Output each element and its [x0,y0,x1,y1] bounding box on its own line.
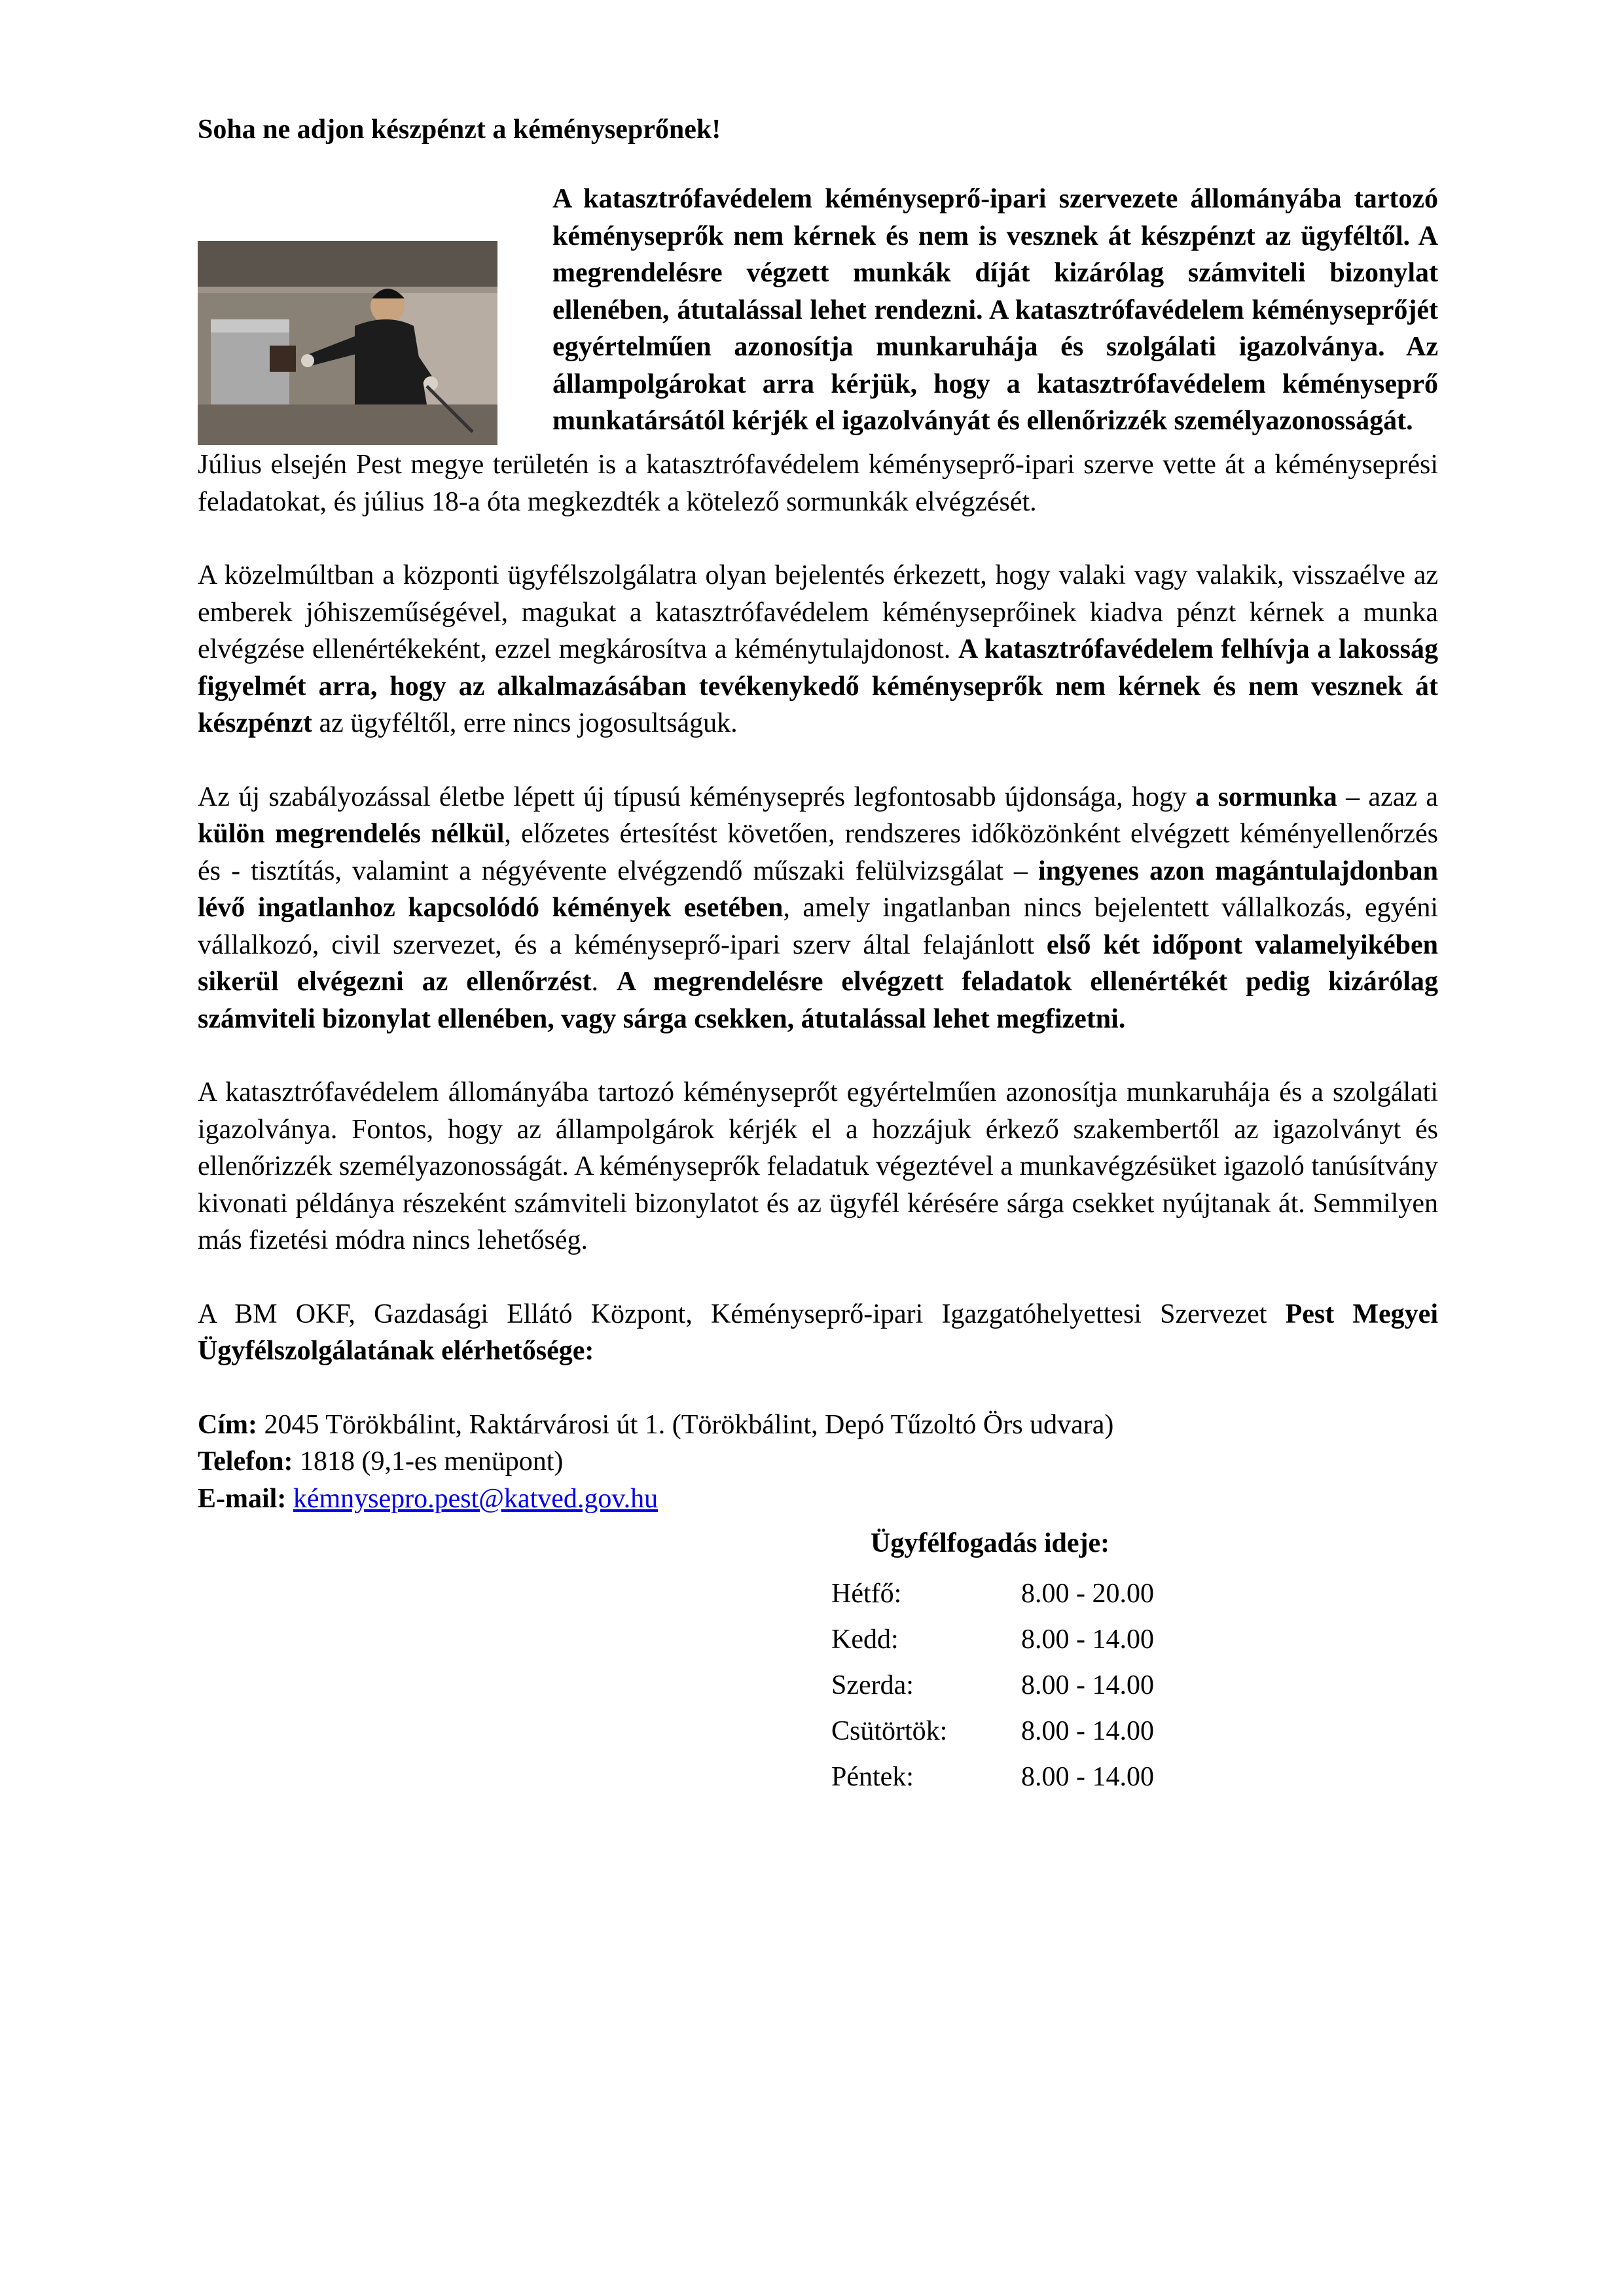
regulation-text-4: , amely ingatlanban nincs bejelentett vállalkozás, egyéni vállalkozó, civil szervezet, és a kéményseprő-ipari szerv által felajánlott [198,893,1438,960]
regulation-bold-3: ingyenes azon magántulajdonban lévő ingatlanhoz kapcsolódó kémények esetében [198,855,1438,923]
hours-row [831,1754,1438,1800]
hours-day: Szerda: [831,1670,914,1700]
contact-intro-bold: Pest Megyei Ügyfélszolgálatának elérhetősége: [198,1299,1438,1366]
email-label: E-mail: [198,1483,287,1514]
paragraph-takeover: Július elsején Pest megye területén is a katasztrófavédelem kéményseprő-ipari szerve vette át a kéményseprési feladatokat, és július 18-a óta megkezdték a kötelező sormunkák elvégzését. [198,450,1438,517]
email-line [198,1480,1438,1518]
phone-value: 1818 (9,1-es menüpont) [293,1446,564,1477]
paragraph-regulation [198,779,1438,1038]
paragraph-warning [198,557,1438,742]
warning-text: A közelmúltban a központi ügyfélszolgálatra olyan bejelentés érkezett, hogy valaki vagy valakik, visszaélve az emberek jóhiszeműségével, magukat a katasztrófavédelem kéményseprőinek kiadva pénzt kérnek a munka elvégzése ellenértékeként, ezzel megkárosítva a kéménytulajdonost. [198,560,1438,664]
hours-time: 8.00 - 14.00 [1021,1762,1154,1792]
hours-time: 8.00 - 20.00 [1021,1579,1154,1609]
email-link[interactable]: kémnysepro.pest@katved.gov.hu [293,1483,659,1514]
hours-row [831,1662,1438,1708]
hours-time: 8.00 - 14.00 [1021,1716,1154,1746]
hours-day: Péntek: [831,1762,914,1792]
chimney-sweep-photo [198,241,497,445]
address-label: Cím: [198,1409,257,1440]
hours-row [831,1617,1438,1662]
regulation-text-1: Az új szabályozással életbe lépett új típusú kéményseprés legfontosabb újdonsága, hogy [198,781,1196,812]
hours-day: Hétfő: [831,1579,902,1609]
hours-day: Csütörtök: [831,1716,948,1746]
contact-intro-text: A BM OKF, Gazdasági Ellátó Központ, Kéményseprő-ipari Igazgatóhelyettesi Szervezet [198,1299,1286,1329]
address-value: 2045 Törökbálint, Raktárvárosi út 1. (Törökbálint, Depó Tűzoltó Örs udvara) [257,1409,1114,1440]
regulation-text-2: – azaz a [1337,781,1438,812]
opening-hours [831,1525,1438,1800]
address-line [198,1407,1438,1444]
intro-section [198,181,1438,445]
hours-time: 8.00 - 14.00 [1021,1624,1154,1655]
regulation-bold-5: A megrendelésre elvégzett feladatok ellenértékét pedig kizárólag számviteli bizonylat ellenében, vagy sárga csekken, átutalással lehet megfizetni. [198,967,1439,1034]
document-page [198,111,1438,1800]
warning-bold-text: A katasztrófavédelem felhívja a lakosság figyelmét arra, hogy az alkalmazásában tevékenykedő kéményseprők nem kérnek és nem vesznek át készpénzt [198,634,1438,738]
page-title: Soha ne adjon készpénzt a kéményseprőnek! [198,115,721,145]
intro-paragraph: A katasztrófavédelem kéményseprő-ipari szervezete állományába tartozó kéményseprők nem kérnek és nem is vesznek át készpénzt az ügyféltől. A megrendelésre végzett munkák díját kizárólag számviteli bizonylat ellenében, átutalással lehet rendezni. A katasztrófavédelem kéményseprőjét egyértelműen azonosítja munkaruhája és szolgálati igazolványa. Az állampolgárokat arra kérjük, hogy a katasztrófavédelem kéményseprő munkatársától kérjék el igazolványát és ellenőrizzék személyazonosságát. [552,184,1438,436]
contact-block [198,1407,1438,1518]
warning-tail-text: az ügyféltől, erre nincs jogosultságuk. [312,708,738,738]
regulation-text-3: , előzetes értesítést követően, rendszeres időközönként elvégzett kéményellenőrzés és - tisztítás, valamint a négyévente elvégzendő műszaki felülvizsgálat – [198,819,1439,886]
regulation-bold-1: a sormunka [1195,781,1337,812]
paragraph-contact-intro [198,1296,1438,1370]
hours-row [831,1571,1438,1617]
regulation-bold-4: első két időpont valamelyikében sikerül elvégezni az ellenőrzést [198,929,1439,997]
phone-line [198,1443,1438,1480]
regulation-text-5: . [591,967,617,997]
hours-row [831,1708,1438,1754]
phone-label: Telefon: [198,1446,293,1477]
hours-day: Kedd: [831,1624,899,1655]
regulation-bold-2: külön megrendelés nélkül [198,819,505,849]
paragraph-identification: A katasztrófavédelem állományába tartozó kéményseprőt egyértelműen azonosítja munkaruhája és a szolgálati igazolványa. Fontos, hogy az állampolgárok kérjék el a hozzájuk érkező szakembertől az igazolványt és ellenőrizzék személyazonosságát. A kéményseprők feladatuk végeztével a munkavégzésüket igazoló tanúsítvány kivonati példánya részeként számviteli bizonylatot és az ügyfél kérésére sárga csekket nyújtanak át. Semmilyen más fizetési módra nincs lehetőség. [198,1077,1438,1255]
opening-hours-title: Ügyfélfogadás ideje: [871,1528,1110,1558]
hours-time: 8.00 - 14.00 [1021,1670,1154,1700]
